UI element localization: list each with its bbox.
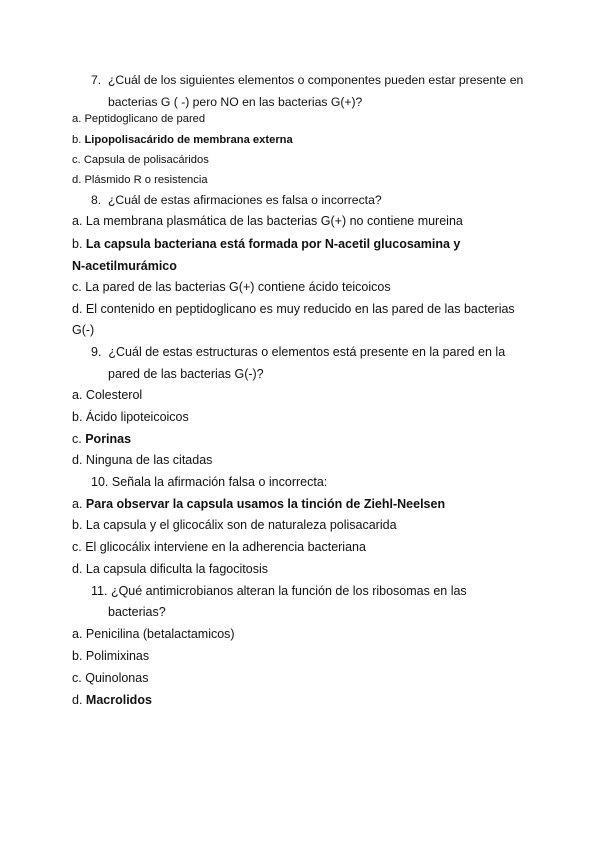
correct-answer: La capsula bacteriana está formada por N-acetil glucosamina y — [85, 237, 461, 251]
option-letter: c. — [72, 154, 81, 166]
option-letter: b. — [72, 410, 83, 424]
option-text: La membrana plasmática de las bacterias G(+) no contiene mureina — [85, 214, 463, 228]
option-letter: a. — [72, 627, 83, 641]
option-10c — [72, 539, 366, 555]
option-11c — [72, 670, 148, 686]
option-7b — [72, 132, 293, 148]
option-8b — [72, 236, 460, 252]
option-letter: a. — [72, 497, 83, 511]
option-8c — [72, 279, 391, 295]
option-letter: c. — [72, 540, 82, 554]
option-11a — [72, 626, 235, 642]
question-number: 7. — [91, 73, 102, 87]
option-8a — [72, 213, 463, 229]
correct-answer: Macrolidos — [85, 693, 152, 707]
question-7-line2: bacterias G ( -) pero NO en las bacterias G(+)? — [108, 95, 363, 109]
option-7d — [72, 172, 208, 188]
option-10a — [72, 496, 445, 512]
option-text: Colesterol — [85, 388, 143, 402]
option-text: Ninguna de las citadas — [85, 453, 213, 467]
option-letter: d. — [72, 302, 83, 316]
question-number: 11. — [91, 584, 108, 598]
option-text: La capsula dificulta la fagocitosis — [85, 562, 268, 576]
question-11-line1 — [91, 583, 467, 599]
option-11d — [72, 692, 152, 708]
question-number: 8. — [91, 193, 102, 207]
option-9c — [72, 431, 131, 447]
question-8-line1 — [91, 192, 382, 208]
option-text: Polimixinas — [85, 649, 150, 663]
option-11b — [72, 648, 149, 664]
question-7-line1 — [91, 72, 523, 88]
option-letter: a. — [72, 113, 82, 125]
option-text: La capsula y el glicocálix son de naturaleza polisacarida — [85, 518, 397, 532]
question-text: ¿Qué antimicrobianos alteran la función de los ribosomas en las — [110, 584, 467, 598]
question-text: ¿Cuál de estas afirmaciones es falsa o incorrecta? — [107, 193, 382, 207]
option-letter: a. — [72, 214, 83, 228]
option-text: Peptidoglicano de pared — [84, 113, 206, 125]
question-9-line2: pared de las bacterias G(-)? — [108, 367, 264, 381]
option-7c — [72, 152, 209, 168]
option-10b — [72, 517, 397, 533]
option-text: Ácido lipoteicoicos — [85, 410, 189, 424]
question-number: 9. — [91, 345, 102, 359]
option-letter: c. — [72, 432, 82, 446]
option-8b-continued: N-acetilmurámico — [72, 259, 177, 273]
correct-answer: Para observar la capsula usamos la tinción de Ziehl-Neelsen — [85, 497, 446, 511]
question-number: 10. — [91, 475, 109, 489]
question-text: ¿Cuál de los siguientes elementos o componentes pueden estar presente en — [107, 73, 524, 87]
option-letter: d. — [72, 174, 82, 186]
option-9d — [72, 452, 212, 468]
question-11-line2: bacterias? — [108, 605, 166, 619]
option-letter: d. — [72, 693, 83, 707]
option-letter: b. — [72, 134, 82, 146]
option-letter: a. — [72, 388, 83, 402]
correct-answer: Porinas — [85, 432, 132, 446]
option-letter: d. — [72, 453, 83, 467]
correct-answer: Lipopolisacárido de membrana externa — [84, 134, 293, 146]
option-text: La pared de las bacterias G(+) contiene ácido teicoicos — [85, 280, 391, 294]
question-text: Señala la afirmación falsa o incorrecta: — [111, 475, 328, 489]
option-letter: b. — [72, 649, 83, 663]
option-letter: c. — [72, 671, 82, 685]
option-letter: d. — [72, 562, 83, 576]
option-7a — [72, 111, 205, 127]
option-9a — [72, 387, 142, 403]
option-10d — [72, 561, 268, 577]
option-text: Quinolonas — [85, 671, 149, 685]
option-9b — [72, 409, 189, 425]
option-letter: c. — [72, 280, 82, 294]
option-letter: b. — [72, 237, 83, 251]
option-8d-continued: G(-) — [72, 323, 95, 337]
option-text: Penicilina (betalactamicos) — [85, 627, 235, 641]
option-text: Capsula de polisacáridos — [83, 154, 209, 166]
option-text: Plásmido R o resistencia — [84, 174, 208, 186]
question-text: ¿Cuál de estas estructuras o elementos está presente en la pared en la — [108, 345, 506, 359]
option-text: El glicocálix interviene en la adherencia bacteriana — [85, 540, 366, 554]
question-10-line1 — [91, 474, 327, 490]
option-text: El contenido en peptidoglicano es muy reducido en las pared de las bacterias — [85, 302, 515, 316]
option-8d — [72, 301, 515, 317]
option-letter: b. — [72, 518, 83, 532]
question-9-line1 — [91, 344, 505, 360]
